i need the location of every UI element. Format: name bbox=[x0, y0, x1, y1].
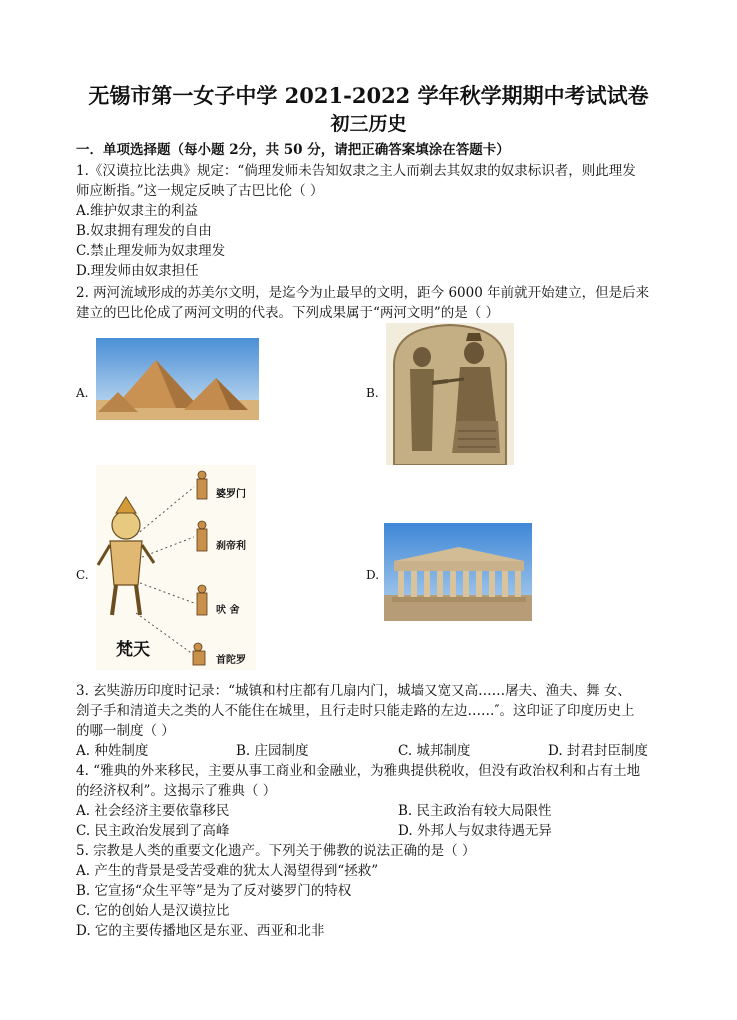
exam-subtitle: 初三历史 bbox=[330, 113, 407, 135]
parthenon-photo bbox=[384, 523, 532, 621]
pyramids-photo bbox=[96, 338, 259, 420]
q1-option-c: C.禁止理发师为奴隶理发 bbox=[76, 243, 226, 259]
q2-option-a-label: A. bbox=[76, 386, 89, 400]
q3-option-a: A. 种姓制度 bbox=[76, 743, 149, 759]
q4-option-b: B. 民主政治有较大局限性 bbox=[398, 803, 552, 819]
q1-stem-line1: 1.《汉谟拉比法典》规定：“倘理发师未告知奴隶之主人而剃去其奴隶的奴隶标识者，则此理发 bbox=[76, 163, 636, 179]
caste-label-brahmin: 婆罗门 bbox=[216, 489, 246, 500]
q4-stem-line2: 的经济权利”。这揭示了雅典（ ） bbox=[76, 783, 277, 799]
q5-option-d: D. 它的主要传播地区是东亚、西亚和北非 bbox=[76, 923, 325, 939]
section-heading: 一．单项选择题（每小题 2分，共 50 分，请把正确答案填涂在答题卡） bbox=[76, 142, 510, 158]
caste-label-vaishya: 吠 舍 bbox=[216, 605, 240, 616]
q4-stem-line1: 4. “雅典的外来移民，主要从事工商业和金融业，为雅典提供税收，但没有政治权利和占有土地 bbox=[76, 763, 641, 779]
q5-option-c: C. 它的创始人是汉谟拉比 bbox=[76, 903, 230, 919]
q2-option-c-label: C. bbox=[76, 568, 89, 582]
q1-stem-line2: 师应断指。”这一规定反映了古巴比伦（ ） bbox=[76, 183, 324, 199]
q4-option-c: C. 民主政治发展到了高峰 bbox=[76, 823, 230, 839]
q3-option-d: D. 封君封臣制度 bbox=[548, 743, 648, 759]
q3-option-c: C. 城邦制度 bbox=[398, 743, 471, 759]
caste-diagram bbox=[96, 465, 256, 670]
q2-stem-line1: 2. 两河流域形成的苏美尔文明，是迄今为止最早的文明，距今 6000 年前就开始建立，但是后来 bbox=[76, 285, 650, 301]
q5-option-b: B. 它宣扬“众生平等”是为了反对婆罗门的特权 bbox=[76, 883, 352, 899]
q5-stem-line1: 5. 宗教是人类的重要文化遗产。下列关于佛教的说法正确的是（ ） bbox=[76, 843, 476, 859]
q4-option-a: A. 社会经济主要依靠移民 bbox=[76, 803, 230, 819]
exam-title: 无锡市第一女子中学 2021-2022 学年秋学期期中考试试卷 bbox=[88, 83, 649, 108]
q2-option-d-label: D. bbox=[366, 568, 380, 582]
caste-label-shudra: 首陀罗 bbox=[216, 655, 246, 666]
q2-option-b-label: B. bbox=[366, 386, 379, 400]
q3-option-b: B. 庄园制度 bbox=[236, 743, 309, 759]
caste-label-kshatriya: 刹帝利 bbox=[216, 541, 246, 552]
q1-option-b: B.奴隶拥有理发的自由 bbox=[76, 223, 212, 239]
q3-stem-line2: 刽子手和清道夫之类的人不能住在城里，且行走时只能走路的左边……″。这印证了印度历史上 bbox=[76, 703, 635, 719]
q3-stem-line3: 的哪一制度（ ） bbox=[76, 723, 175, 739]
q3-stem-line1: 3. 玄奘游历印度时记录：“城镇和村庄都有几扇内门，城墙又宽又高……屠夫、渔夫、舞 女、 bbox=[76, 683, 631, 699]
caste-god-label: 梵天 bbox=[116, 640, 150, 660]
q5-option-a: A. 产生的背景是受苦受难的犹太人渴望得到“拯救” bbox=[76, 863, 379, 879]
q4-option-d: D. 外邦人与奴隶待遇无异 bbox=[398, 823, 552, 839]
q1-option-d: D.理发师由奴隶担任 bbox=[76, 263, 199, 279]
hammurabi-stele-photo bbox=[386, 323, 514, 465]
q1-option-a: A.维护奴隶主的利益 bbox=[76, 203, 199, 219]
q2-stem-line2: 建立的巴比伦成了两河文明的代表。下列成果属于“两河文明”的是（ ） bbox=[76, 305, 500, 321]
